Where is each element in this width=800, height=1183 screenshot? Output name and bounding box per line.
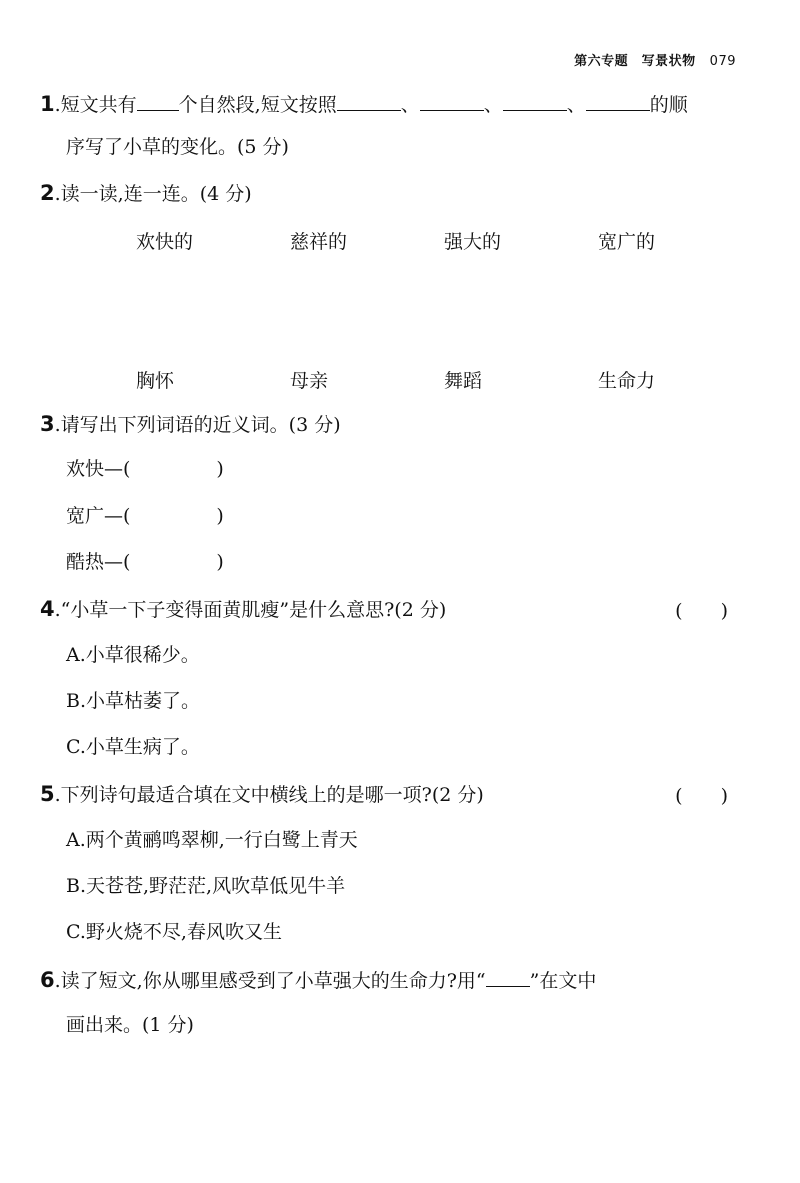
answer-parens[interactable]: ( ) (675, 785, 728, 807)
question-number: 3 (40, 412, 55, 436)
option-a[interactable]: A.小草很稀少。 (66, 644, 200, 666)
answer-blank[interactable] (137, 90, 179, 111)
synonym-item[interactable] (66, 503, 224, 529)
question-text: .读了短文,你从哪里感受到了小草强大的生命力?用“ (54, 970, 486, 992)
underline-sample (486, 966, 530, 987)
question-number: 4 (40, 597, 55, 621)
question-2 (40, 180, 252, 207)
answer-blank[interactable] (586, 90, 650, 111)
question-6-line2: 画出来。(1 分) (66, 1014, 194, 1036)
match-top-word[interactable]: 强大的 (444, 231, 502, 253)
synonym-word: 酷热—( (66, 551, 131, 573)
match-bottom-word[interactable]: 母亲 (290, 370, 329, 392)
option-a[interactable]: A.两个黄鹂鸣翠柳,一行白鹭上青天 (66, 829, 358, 851)
option-c[interactable]: C.小草生病了。 (66, 736, 200, 758)
question-text: ”在文中 (529, 970, 597, 992)
match-top-word[interactable]: 慈祥的 (290, 231, 348, 253)
question-1 (40, 90, 688, 118)
match-top-word[interactable]: 欢快的 (136, 231, 194, 253)
match-bottom-word[interactable]: 胸怀 (136, 370, 175, 392)
synonym-word: 宽广—( (66, 505, 131, 527)
question-text: .下列诗句最适合填在文中横线上的是哪一项?(2 分) (54, 784, 484, 806)
question-number: 1 (40, 92, 55, 116)
match-bottom-word[interactable]: 舞蹈 (444, 370, 483, 392)
question-number: 5 (40, 782, 55, 806)
option-b[interactable]: B.天苍苍,野茫茫,风吹草低见牛羊 (66, 875, 346, 897)
question-text: .请写出下列词语的近义词。(3 分) (54, 414, 341, 436)
question-number: 2 (40, 181, 55, 205)
question-3 (40, 411, 341, 438)
answer-blank[interactable] (337, 90, 401, 111)
option-c[interactable]: C.野火烧不尽,春风吹又生 (66, 921, 282, 943)
question-number: 6 (40, 968, 55, 992)
answer-parens[interactable]: ( ) (675, 600, 728, 622)
question-4 (40, 596, 446, 623)
paren-close: ) (216, 458, 224, 480)
question-text: .读一读,连一连。(4 分) (54, 183, 252, 205)
separator: 、 (566, 94, 586, 116)
answer-blank[interactable] (503, 90, 567, 111)
question-1-line2: 序写了小草的变化。(5 分) (66, 136, 289, 158)
option-b[interactable]: B.小草枯萎了。 (66, 690, 201, 712)
page-header (574, 50, 736, 69)
question-text: 个自然段,短文按照 (178, 94, 337, 116)
synonym-item[interactable] (66, 549, 224, 575)
paren-close: ) (216, 505, 224, 527)
question-text: 的顺 (649, 94, 688, 116)
header-title: 第六专题 写景状物 (574, 54, 696, 69)
separator: 、 (400, 94, 420, 116)
match-top-word[interactable]: 宽广的 (598, 231, 656, 253)
answer-blank[interactable] (420, 90, 484, 111)
question-5 (40, 781, 484, 808)
page-number: 079 (709, 54, 736, 69)
question-6 (40, 966, 596, 994)
separator: 、 (483, 94, 503, 116)
match-bottom-word[interactable]: 生命力 (598, 370, 656, 392)
synonym-word: 欢快—( (66, 458, 131, 480)
paren-close: ) (216, 551, 224, 573)
question-text: .短文共有 (54, 94, 137, 116)
synonym-item[interactable] (66, 456, 224, 482)
question-text: .“小草一下子变得面黄肌瘦”是什么意思?(2 分) (54, 599, 447, 621)
